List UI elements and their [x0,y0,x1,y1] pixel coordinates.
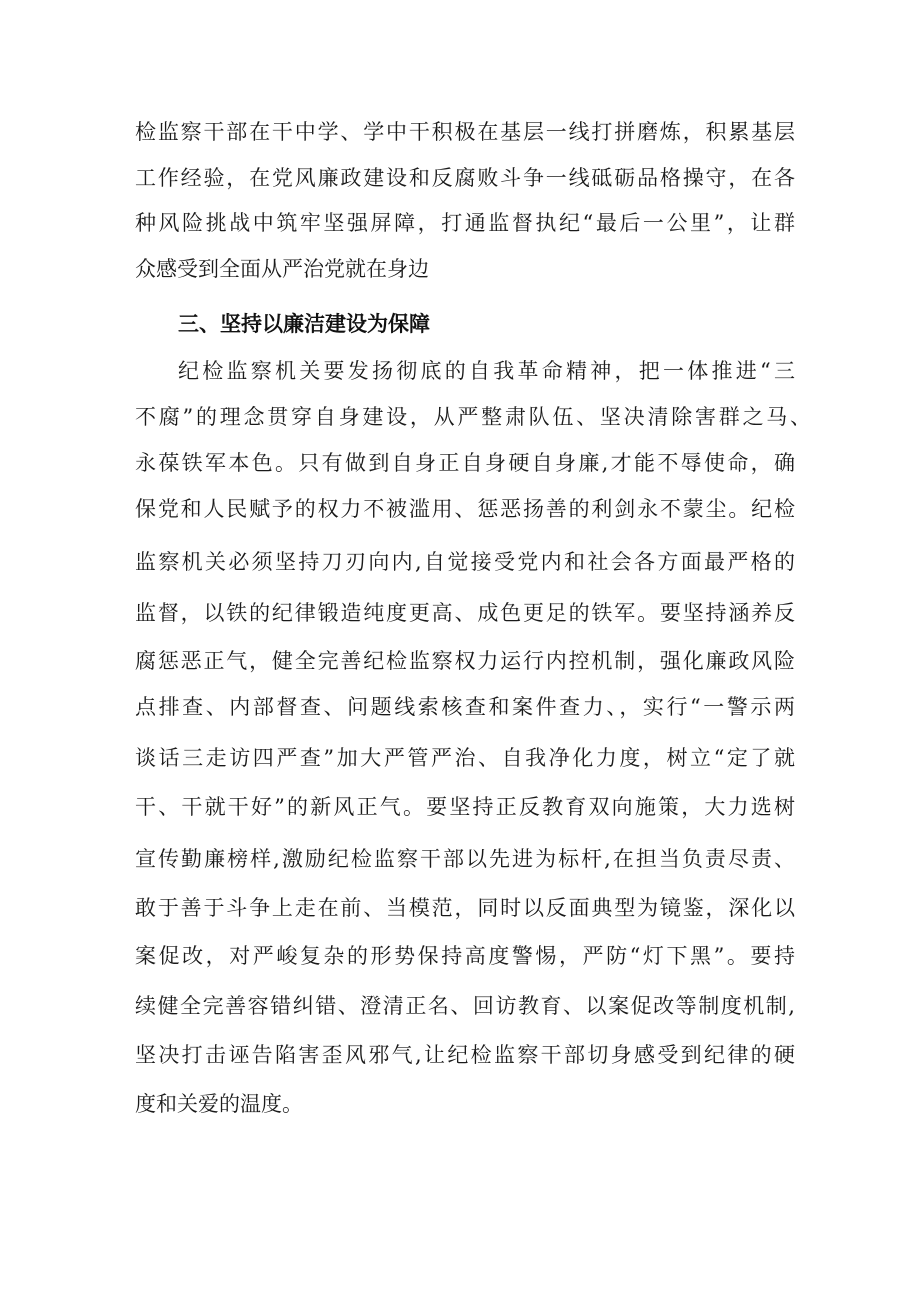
text-line: 续健全完善容错纠错、澄清正名、回访教育、以案促改等制度机制, [135,994,795,1018]
text-line: 保党和人民赋予的权力不被滥用、惩恶扬善的利剑永不蒙尘。纪检 [135,497,795,521]
text-line: 点排查、内部督查、问题线索核查和案件查力、，实行“一警示两 [135,695,795,719]
text-line: 不腐”的理念贯穿自身建设，从严整肃队伍、坚决清除害群之马、 [135,405,811,429]
text-line: 监察机关必须坚持刀刃向内,自觉接受党内和社会各方面最严格的 [135,550,795,574]
text-line: 工作经验，在党风廉政建设和反腐败斗争一线砥砺品格操守，在各 [135,166,795,190]
text-line: 宣传勤廉榜样,激励纪检监察干部以先进为标杆,在担当负责尽责、 [135,847,795,871]
text-line: 干、干就干好”的新风正气。要坚持正反教育双向施策，大力选树 [135,795,795,819]
text-line: 度和关爱的温度。 [135,1092,303,1116]
text-line: 坚决打击诬告陷害歪风邪气,让纪检监察干部切身感受到纪律的硬 [135,1043,795,1067]
text-line: 敢于善于斗争上走在前、当模范，同时以反面典型为镜鉴，深化以 [135,896,795,920]
text-line: 监督，以铁的纪律锻造纯度更高、成色更足的铁军。要坚持涵养反 [135,601,795,625]
text-line: 检监察干部在干中学、学中干积极在基层一线打拼磨炼，积累基层 [135,120,795,144]
text-line: 案促改，对严峻复杂的形势保持高度警惕，严防“灯下黑”。要持 [135,944,795,968]
text-line: 纪检监察机关要发扬彻底的自我革命精神，把一体推进“三 [178,359,795,383]
text-line: 腐惩恶正气，健全完善纪检监察权力运行内控机制，强化廉政风险 [135,649,795,673]
section-heading: 三、坚持以廉洁建设为保障 [178,312,430,336]
text-line: 众感受到全面从严治党就在身边 [135,257,429,281]
text-line: 种风险挑战中筑牢坚强屏障，打通监督执纪“最后一公里”，让群 [135,211,795,235]
text-line: 永葆铁军本色。只有做到自身正自身硬自身廉,才能不辱使命，确 [135,451,795,475]
text-line: 谈话三走访四严查”加大严管严治、自我净化力度，树立“定了就 [135,746,795,770]
